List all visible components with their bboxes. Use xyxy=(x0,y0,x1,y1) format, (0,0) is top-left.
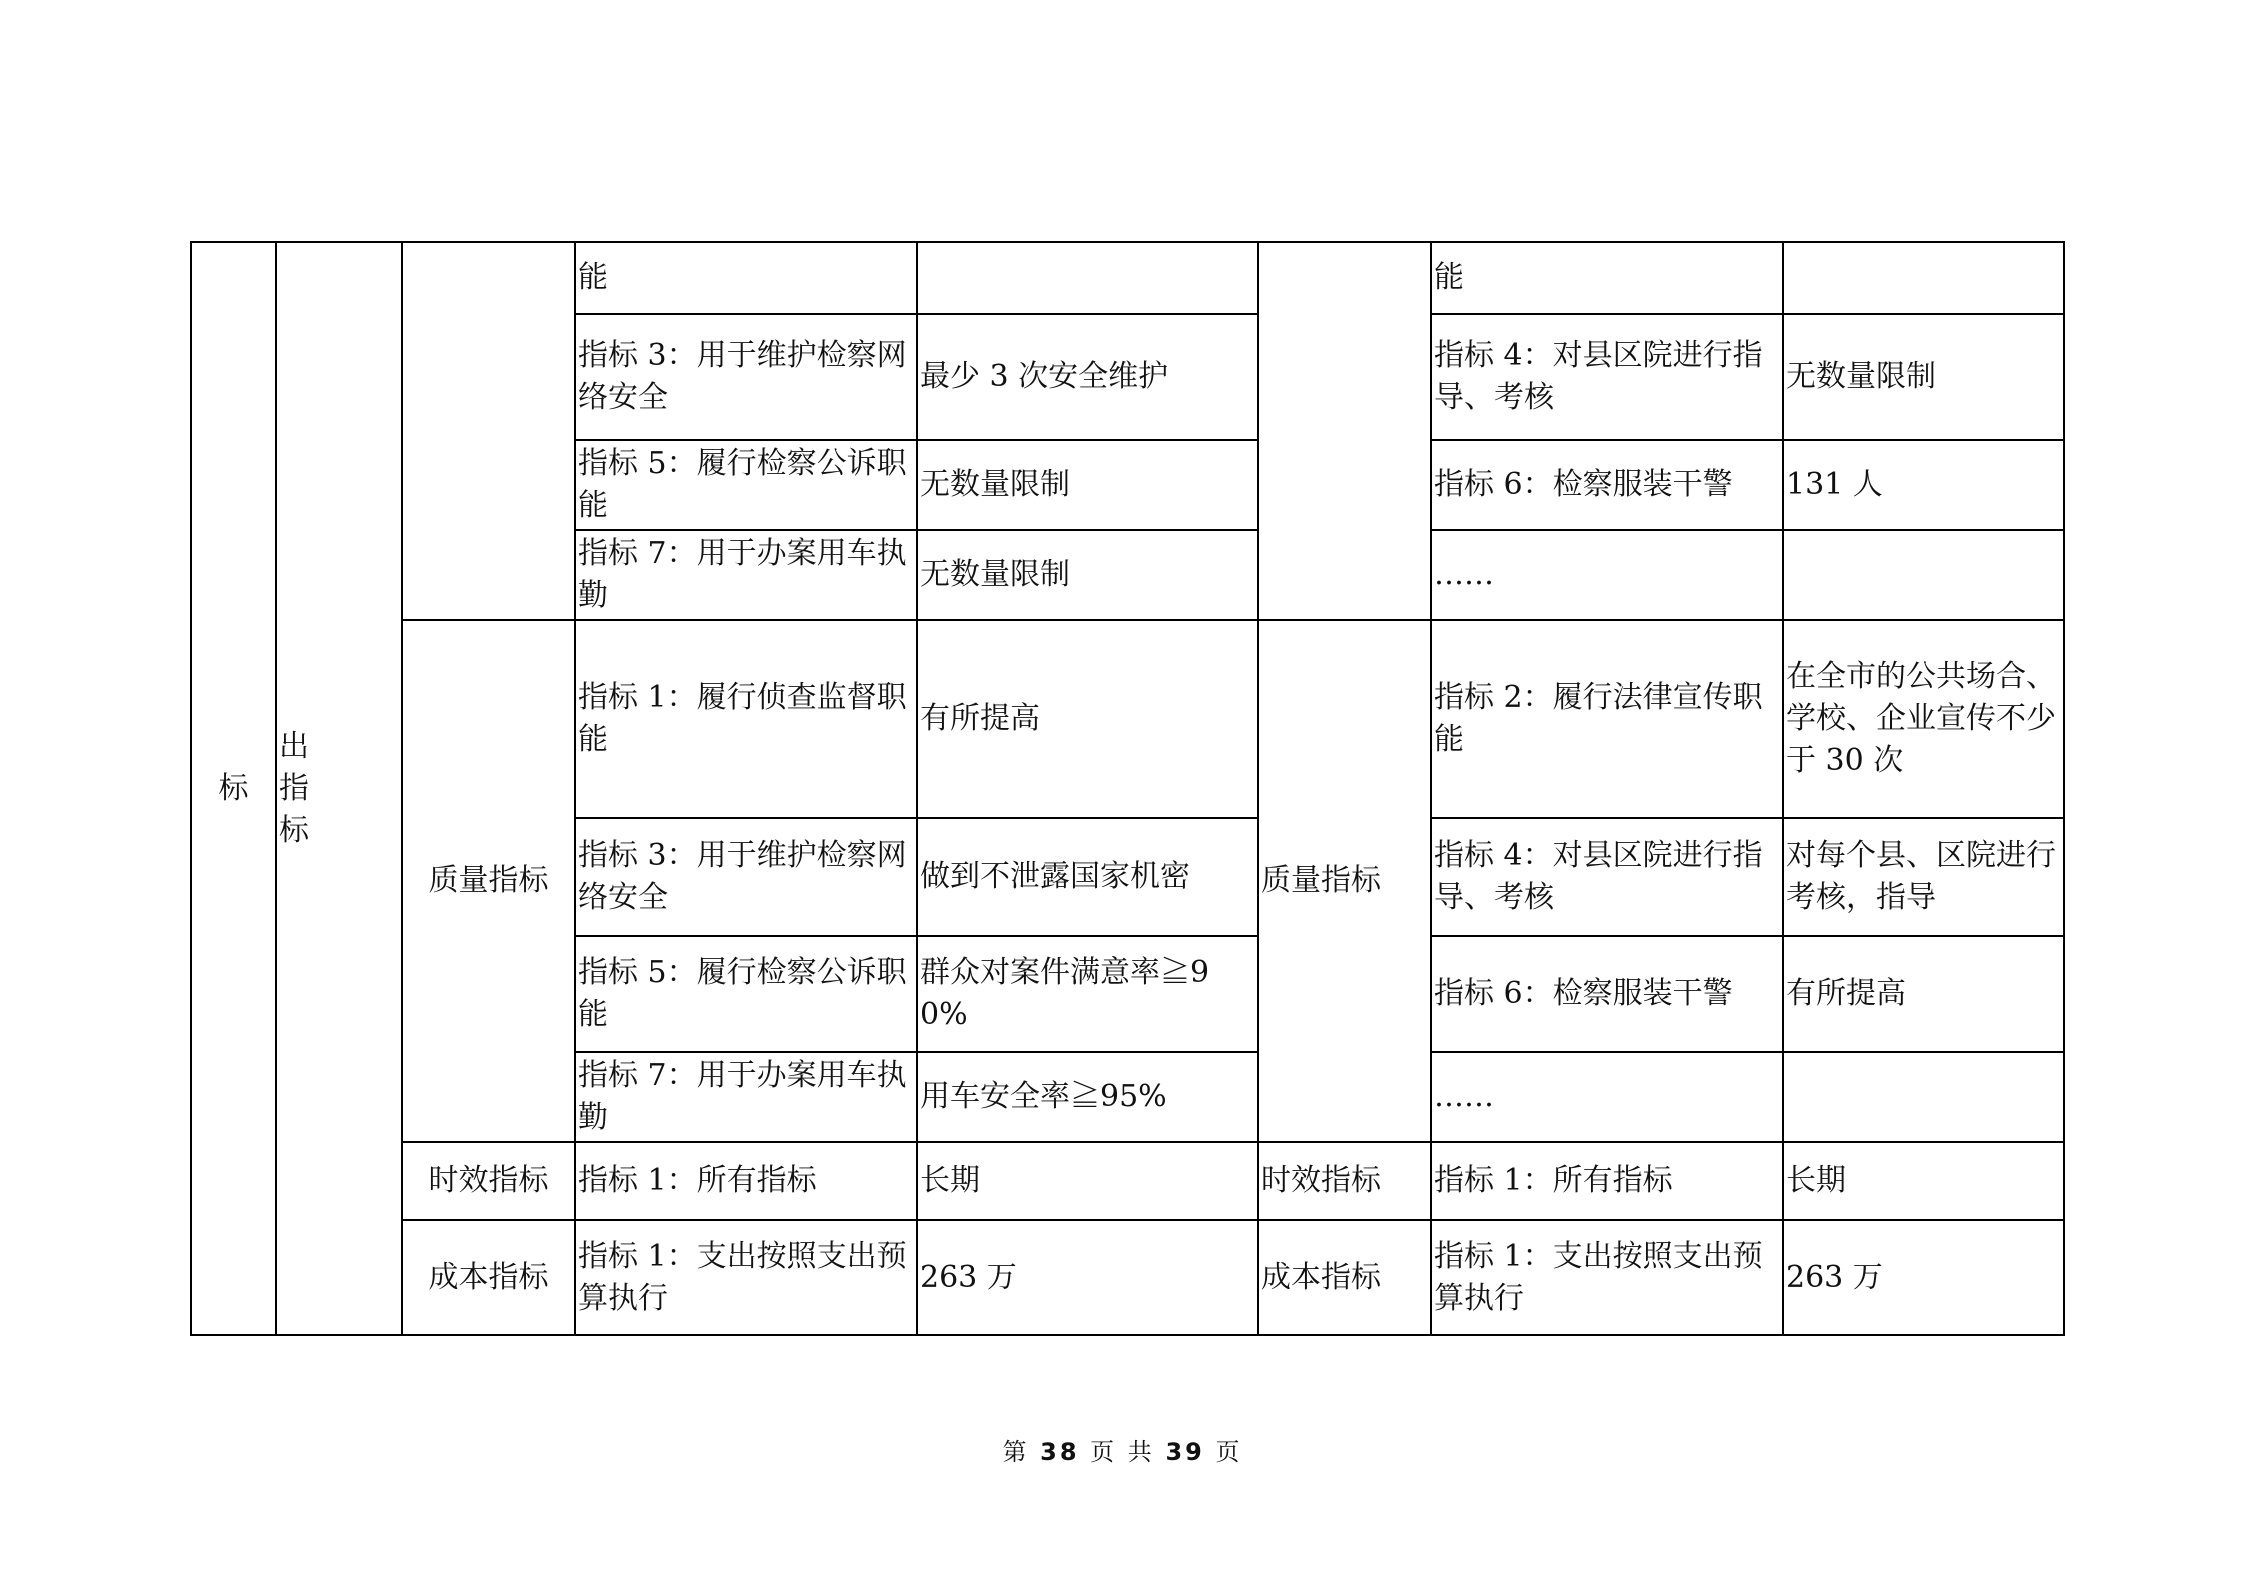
right-indicator-cell: …… xyxy=(1431,1052,1783,1142)
right-quality-category-cell: 质量指标 xyxy=(1258,620,1431,1142)
quantity-category-cell xyxy=(402,242,575,620)
right-value-cell xyxy=(1783,530,2064,620)
left-indicator-cell: 指标 1：履行侦查监督职能 xyxy=(575,620,917,818)
left-indicator-cell: 能 xyxy=(575,242,917,314)
left-indicator-cell: 指标 5：履行检察公诉职能 xyxy=(575,440,917,530)
left-indicator-cell: 指标 1：支出按照支出预算执行 xyxy=(575,1220,917,1335)
right-indicator-cell: 指标 1：支出按照支出预算执行 xyxy=(1431,1220,1783,1335)
table-row xyxy=(191,1220,2064,1335)
right-value-cell: 有所提高 xyxy=(1783,936,2064,1052)
right-value-cell: 对每个县、区院进行考核，指导 xyxy=(1783,818,2064,936)
left-indicator-cell: 指标 7：用于办案用车执勤 xyxy=(575,1052,917,1142)
right-value-cell: 在全市的公共场合、学校、企业宣传不少于 30 次 xyxy=(1783,620,2064,818)
left-indicator-cell: 指标 1：所有指标 xyxy=(575,1142,917,1220)
left-indicator-cell: 指标 5：履行检察公诉职能 xyxy=(575,936,917,1052)
right-indicator-cell: 指标 6：检察服装干警 xyxy=(1431,440,1783,530)
left-value-cell: 长期 xyxy=(917,1142,1258,1220)
table-row xyxy=(191,1142,2064,1220)
right-indicator-cell: 指标 4：对县区院进行指导、考核 xyxy=(1431,818,1783,936)
footer-middle: 页 共 xyxy=(1090,1438,1155,1466)
right-indicator-cell: …… xyxy=(1431,530,1783,620)
left-value-cell xyxy=(917,242,1258,314)
right-indicator-cell: 能 xyxy=(1431,242,1783,314)
right-category-cell xyxy=(1258,242,1431,620)
right-value-cell: 131 人 xyxy=(1783,440,2064,530)
right-value-cell: 263 万 xyxy=(1783,1220,2064,1335)
performance-indicator-table xyxy=(190,241,2065,1336)
left-indicator-cell: 指标 3：用于维护检察网络安全 xyxy=(575,314,917,440)
right-value-cell: 无数量限制 xyxy=(1783,314,2064,440)
right-indicator-cell: 指标 6：检察服装干警 xyxy=(1431,936,1783,1052)
left-value-cell: 有所提高 xyxy=(917,620,1258,818)
level1-indicator-cell: 标 xyxy=(191,242,276,1335)
cost-category-cell: 成本指标 xyxy=(402,1220,575,1335)
quality-category-cell: 质量指标 xyxy=(402,620,575,1142)
left-value-cell: 无数量限制 xyxy=(917,530,1258,620)
right-cost-category-cell: 成本指标 xyxy=(1258,1220,1431,1335)
table-row xyxy=(191,242,2064,314)
time-category-cell: 时效指标 xyxy=(402,1142,575,1220)
total-page-number: 39 xyxy=(1165,1438,1205,1466)
left-indicator-cell: 指标 7：用于办案用车执勤 xyxy=(575,530,917,620)
right-time-category-cell: 时效指标 xyxy=(1258,1142,1431,1220)
left-value-cell: 263 万 xyxy=(917,1220,1258,1335)
level2-indicator-label: 出 指 标 xyxy=(279,728,309,848)
right-indicator-cell: 指标 2：履行法律宣传职能 xyxy=(1431,620,1783,818)
level2-indicator-cell xyxy=(276,242,402,1335)
current-page-number: 38 xyxy=(1040,1438,1080,1466)
page-footer xyxy=(0,1432,2245,1467)
right-value-cell: 长期 xyxy=(1783,1142,2064,1220)
left-value-cell: 无数量限制 xyxy=(917,440,1258,530)
left-value-cell: 用车安全率≧95% xyxy=(917,1052,1258,1142)
right-value-cell xyxy=(1783,242,2064,314)
table-row xyxy=(191,620,2064,818)
footer-prefix: 第 xyxy=(1002,1438,1030,1466)
right-indicator-cell: 指标 4：对县区院进行指导、考核 xyxy=(1431,314,1783,440)
left-value-cell: 群众对案件满意率≧90% xyxy=(917,936,1258,1052)
left-indicator-cell: 指标 3：用于维护检察网络安全 xyxy=(575,818,917,936)
right-value-cell xyxy=(1783,1052,2064,1142)
left-value-cell: 最少 3 次安全维护 xyxy=(917,314,1258,440)
left-value-cell: 做到不泄露国家机密 xyxy=(917,818,1258,936)
right-indicator-cell: 指标 1：所有指标 xyxy=(1431,1142,1783,1220)
footer-suffix: 页 xyxy=(1215,1438,1243,1466)
